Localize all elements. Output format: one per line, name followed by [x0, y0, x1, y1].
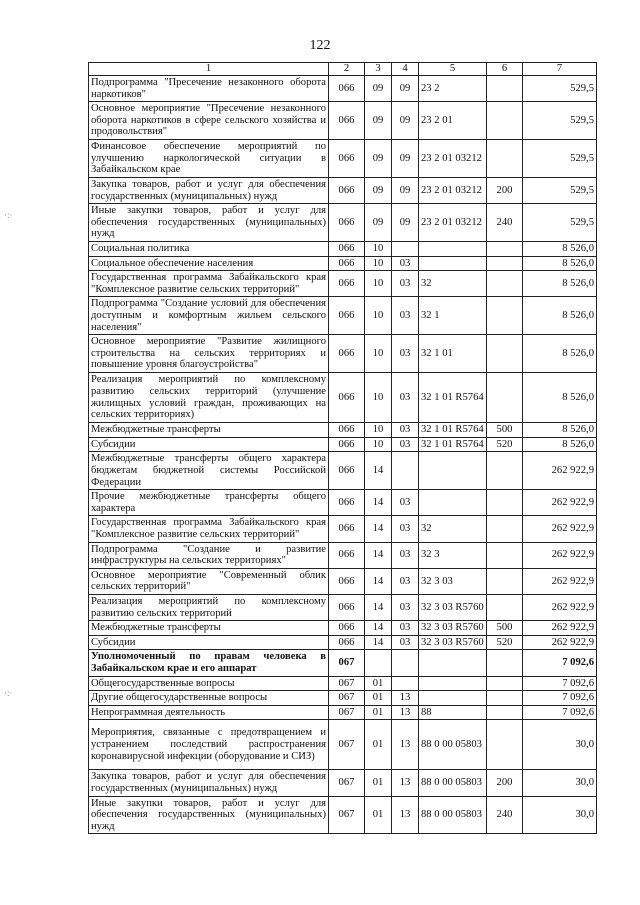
table-row — [89, 76, 597, 102]
expense-type-code — [487, 490, 523, 516]
expense-type-code — [487, 542, 523, 568]
target-article-code: 23 2 01 03212 — [419, 140, 487, 178]
expense-type-code — [487, 650, 523, 676]
amount: 7 092,6 — [523, 691, 597, 706]
section-code — [365, 650, 392, 676]
expense-type-code — [487, 241, 523, 256]
item-name: Основное мероприятие "Пресечение незаконного оборота наркотиков в сфере сельского хозяйства и продовольствия" — [89, 102, 329, 140]
subsection-code — [392, 452, 419, 490]
target-article-code: 32 — [419, 516, 487, 542]
target-article-code: 88 0 00 05803 — [419, 720, 487, 770]
amount: 529,5 — [523, 102, 597, 140]
target-article-code — [419, 676, 487, 691]
expense-type-code — [487, 76, 523, 102]
table-row — [89, 140, 597, 178]
department-code: 066 — [329, 490, 365, 516]
amount: 529,5 — [523, 140, 597, 178]
amount: 7 092,6 — [523, 650, 597, 676]
section-code: 01 — [365, 691, 392, 706]
column-header: 7 — [523, 63, 597, 76]
expense-type-code — [487, 140, 523, 178]
expense-type-code — [487, 335, 523, 373]
item-name: Подпрограмма "Пресечение незаконного оборота наркотиков" — [89, 76, 329, 102]
amount: 262 922,9 — [523, 621, 597, 636]
subsection-code: 03 — [392, 568, 419, 594]
subsection-code: 03 — [392, 635, 419, 650]
expense-type-code — [487, 691, 523, 706]
item-name: Финансовое обеспечение мероприятий по улучшению наркологической ситуации в Забайкальском крае — [89, 140, 329, 178]
department-code: 066 — [329, 635, 365, 650]
section-code: 10 — [365, 256, 392, 271]
department-code: 066 — [329, 373, 365, 423]
item-name: Подпрограмма "Создание условий для обеспечения доступным и комфортным жильем сельского населения" — [89, 297, 329, 335]
subsection-code: 03 — [392, 595, 419, 621]
section-code: 10 — [365, 437, 392, 452]
item-name: Иные закупки товаров, работ и услуг для обеспечения государственных (муниципальных) нужд — [89, 204, 329, 242]
section-code: 01 — [365, 770, 392, 796]
column-header: 4 — [392, 63, 419, 76]
item-name: Социальная политика — [89, 241, 329, 256]
item-name: Общегосударственные вопросы — [89, 676, 329, 691]
table-row — [89, 204, 597, 242]
amount: 30,0 — [523, 720, 597, 770]
section-code: 09 — [365, 204, 392, 242]
department-code: 066 — [329, 256, 365, 271]
section-code: 10 — [365, 373, 392, 423]
target-article-code: 88 0 00 05803 — [419, 770, 487, 796]
item-name: Межбюджетные трансферты — [89, 423, 329, 438]
table-row — [89, 271, 597, 297]
page-number: 122 — [309, 38, 331, 53]
item-name: Закупка товаров, работ и услуг для обеспечения государственных (муниципальных) нужд — [89, 770, 329, 796]
department-code: 067 — [329, 676, 365, 691]
subsection-code: 03 — [392, 271, 419, 297]
column-header: 2 — [329, 63, 365, 76]
amount: 262 922,9 — [523, 452, 597, 490]
target-article-code — [419, 256, 487, 271]
table-row — [89, 705, 597, 720]
amount: 529,5 — [523, 204, 597, 242]
subsection-code: 13 — [392, 705, 419, 720]
table-row — [89, 691, 597, 706]
column-header: 3 — [365, 63, 392, 76]
department-code: 066 — [329, 177, 365, 203]
target-article-code — [419, 691, 487, 706]
table-row — [89, 241, 597, 256]
subsection-code: 13 — [392, 691, 419, 706]
amount: 7 092,6 — [523, 676, 597, 691]
section-code: 10 — [365, 297, 392, 335]
subsection-code: 03 — [392, 335, 419, 373]
expense-type-code — [487, 516, 523, 542]
expense-type-code: 500 — [487, 621, 523, 636]
table-row — [89, 568, 597, 594]
department-code: 066 — [329, 595, 365, 621]
scan-mark: ·:· — [4, 210, 13, 220]
amount: 8 526,0 — [523, 241, 597, 256]
expense-type-code — [487, 256, 523, 271]
budget-table — [88, 62, 597, 834]
table-row — [89, 635, 597, 650]
target-article-code: 23 2 01 — [419, 102, 487, 140]
expense-type-code — [487, 373, 523, 423]
table-row — [89, 595, 597, 621]
section-code: 09 — [365, 102, 392, 140]
subsection-code: 13 — [392, 770, 419, 796]
table-row — [89, 650, 597, 676]
column-header: 6 — [487, 63, 523, 76]
expense-type-code — [487, 720, 523, 770]
item-name: Социальное обеспечение населения — [89, 256, 329, 271]
expense-type-code — [487, 676, 523, 691]
department-code: 066 — [329, 241, 365, 256]
section-code: 09 — [365, 76, 392, 102]
table-row — [89, 542, 597, 568]
department-code: 066 — [329, 76, 365, 102]
target-article-code — [419, 241, 487, 256]
table-row — [89, 770, 597, 796]
subsection-code: 09 — [392, 102, 419, 140]
expense-type-code — [487, 568, 523, 594]
table-row — [89, 796, 597, 834]
subsection-code — [392, 676, 419, 691]
amount: 8 526,0 — [523, 297, 597, 335]
item-name: Прочие межбюджетные трансферты общего характера — [89, 490, 329, 516]
target-article-code — [419, 452, 487, 490]
subsection-code: 13 — [392, 720, 419, 770]
amount: 262 922,9 — [523, 595, 597, 621]
department-code: 067 — [329, 650, 365, 676]
department-code: 066 — [329, 297, 365, 335]
section-code: 10 — [365, 241, 392, 256]
table-row — [89, 297, 597, 335]
target-article-code: 23 2 — [419, 76, 487, 102]
table-row — [89, 102, 597, 140]
column-header: 1 — [89, 63, 329, 76]
expense-type-code — [487, 297, 523, 335]
expense-type-code — [487, 452, 523, 490]
subsection-code — [392, 241, 419, 256]
target-article-code: 32 — [419, 271, 487, 297]
department-code: 066 — [329, 452, 365, 490]
amount: 262 922,9 — [523, 490, 597, 516]
item-name: Государственная программа Забайкальского края "Комплексное развитие сельских территорий" — [89, 271, 329, 297]
amount: 262 922,9 — [523, 542, 597, 568]
amount: 8 526,0 — [523, 335, 597, 373]
table-row — [89, 452, 597, 490]
item-name: Реализация мероприятий по комплексному развитию сельских территорий (улучшение жилищных условий граждан, проживающих на сельских территориях) — [89, 373, 329, 423]
amount: 8 526,0 — [523, 423, 597, 438]
table-row — [89, 516, 597, 542]
item-name: Субсидии — [89, 437, 329, 452]
item-name: Государственная программа Забайкальского края "Комплексное развитие сельских территорий" — [89, 516, 329, 542]
table-row — [89, 256, 597, 271]
header-row — [89, 63, 597, 76]
table-row — [89, 676, 597, 691]
section-code: 09 — [365, 140, 392, 178]
target-article-code: 32 1 01 — [419, 335, 487, 373]
target-article-code: 32 3 03 R5760 — [419, 621, 487, 636]
subsection-code: 03 — [392, 516, 419, 542]
section-code: 14 — [365, 568, 392, 594]
section-code: 14 — [365, 635, 392, 650]
expense-type-code: 200 — [487, 770, 523, 796]
expense-type-code: 500 — [487, 423, 523, 438]
amount: 529,5 — [523, 76, 597, 102]
department-code: 067 — [329, 770, 365, 796]
section-code: 10 — [365, 335, 392, 373]
item-name: Субсидии — [89, 635, 329, 650]
item-name: Реализация мероприятий по комплексному развитию сельских территорий — [89, 595, 329, 621]
subsection-code: 03 — [392, 437, 419, 452]
target-article-code: 88 0 00 05803 — [419, 796, 487, 834]
target-article-code: 23 2 01 03212 — [419, 177, 487, 203]
section-code: 10 — [365, 271, 392, 297]
section-code: 01 — [365, 720, 392, 770]
item-name: Межбюджетные трансферты общего характера бюджетам бюджетной системы Российской Федерации — [89, 452, 329, 490]
subsection-code: 03 — [392, 373, 419, 423]
expense-type-code: 520 — [487, 437, 523, 452]
table-row — [89, 423, 597, 438]
section-code: 14 — [365, 621, 392, 636]
expense-type-code: 200 — [487, 177, 523, 203]
target-article-code: 32 1 01 R5764 — [419, 423, 487, 438]
expense-type-code: 240 — [487, 796, 523, 834]
department-code: 067 — [329, 720, 365, 770]
table-row — [89, 437, 597, 452]
department-code: 066 — [329, 437, 365, 452]
section-code: 01 — [365, 796, 392, 834]
scan-mark: ·:· — [4, 688, 13, 698]
section-code: 14 — [365, 452, 392, 490]
target-article-code: 32 3 03 R5760 — [419, 635, 487, 650]
item-name: Закупка товаров, работ и услуг для обеспечения государственных (муниципальных) нужд — [89, 177, 329, 203]
department-code: 066 — [329, 542, 365, 568]
subsection-code: 03 — [392, 542, 419, 568]
table-row — [89, 335, 597, 373]
subsection-code: 09 — [392, 140, 419, 178]
expense-type-code — [487, 595, 523, 621]
department-code: 066 — [329, 102, 365, 140]
expense-type-code — [487, 271, 523, 297]
table-row — [89, 621, 597, 636]
subsection-code: 03 — [392, 423, 419, 438]
item-name: Уполномоченный по правам человека в Забайкальском крае и его аппарат — [89, 650, 329, 676]
department-code: 066 — [329, 568, 365, 594]
amount: 30,0 — [523, 796, 597, 834]
amount: 8 526,0 — [523, 373, 597, 423]
expense-type-code — [487, 705, 523, 720]
section-code: 14 — [365, 542, 392, 568]
subsection-code: 13 — [392, 796, 419, 834]
department-code: 066 — [329, 423, 365, 438]
subsection-code: 09 — [392, 76, 419, 102]
table-row — [89, 720, 597, 770]
table-row — [89, 373, 597, 423]
subsection-code: 09 — [392, 177, 419, 203]
department-code: 066 — [329, 335, 365, 373]
table-row — [89, 490, 597, 516]
expense-type-code — [487, 102, 523, 140]
item-name: Мероприятия, связанные с предотвращением и устранением последствий распространения коронавирусной инфекции (оборудование и СИЗ) — [89, 720, 329, 770]
section-code: 10 — [365, 423, 392, 438]
target-article-code: 32 1 01 R5764 — [419, 437, 487, 452]
subsection-code: 09 — [392, 204, 419, 242]
department-code: 066 — [329, 516, 365, 542]
section-code: 09 — [365, 177, 392, 203]
item-name: Другие общегосударственные вопросы — [89, 691, 329, 706]
item-name: Подпрограмма "Создание и развитие инфраструктуры на сельских территориях" — [89, 542, 329, 568]
subsection-code: 03 — [392, 256, 419, 271]
subsection-code — [392, 650, 419, 676]
amount: 30,0 — [523, 770, 597, 796]
item-name: Основное мероприятие "Современный облик сельских территорий" — [89, 568, 329, 594]
department-code: 066 — [329, 204, 365, 242]
item-name: Непрограммная деятельность — [89, 705, 329, 720]
item-name: Межбюджетные трансферты — [89, 621, 329, 636]
amount: 8 526,0 — [523, 437, 597, 452]
section-code: 14 — [365, 490, 392, 516]
section-code: 14 — [365, 595, 392, 621]
subsection-code: 03 — [392, 621, 419, 636]
department-code: 066 — [329, 140, 365, 178]
section-code: 01 — [365, 705, 392, 720]
target-article-code: 32 3 — [419, 542, 487, 568]
target-article-code: 88 — [419, 705, 487, 720]
department-code: 066 — [329, 621, 365, 636]
target-article-code: 32 1 01 R5764 — [419, 373, 487, 423]
amount: 529,5 — [523, 177, 597, 203]
department-code: 067 — [329, 796, 365, 834]
target-article-code — [419, 650, 487, 676]
target-article-code — [419, 490, 487, 516]
target-article-code: 32 3 03 — [419, 568, 487, 594]
target-article-code: 23 2 01 03212 — [419, 204, 487, 242]
target-article-code: 32 1 — [419, 297, 487, 335]
item-name: Иные закупки товаров, работ и услуг для обеспечения государственных (муниципальных) нужд — [89, 796, 329, 834]
expense-type-code: 240 — [487, 204, 523, 242]
amount: 8 526,0 — [523, 271, 597, 297]
department-code: 067 — [329, 691, 365, 706]
amount: 262 922,9 — [523, 568, 597, 594]
expense-type-code: 520 — [487, 635, 523, 650]
item-name: Основное мероприятие "Развитие жилищного строительства на сельских территориях и повышение уровня благоустройства" — [89, 335, 329, 373]
amount: 8 526,0 — [523, 256, 597, 271]
target-article-code: 32 3 03 R5760 — [419, 595, 487, 621]
table-row — [89, 177, 597, 203]
subsection-code: 03 — [392, 297, 419, 335]
column-header: 5 — [419, 63, 487, 76]
amount: 262 922,9 — [523, 516, 597, 542]
section-code: 14 — [365, 516, 392, 542]
subsection-code: 03 — [392, 490, 419, 516]
section-code: 01 — [365, 676, 392, 691]
department-code: 066 — [329, 271, 365, 297]
amount: 262 922,9 — [523, 635, 597, 650]
department-code: 067 — [329, 705, 365, 720]
amount: 7 092,6 — [523, 705, 597, 720]
